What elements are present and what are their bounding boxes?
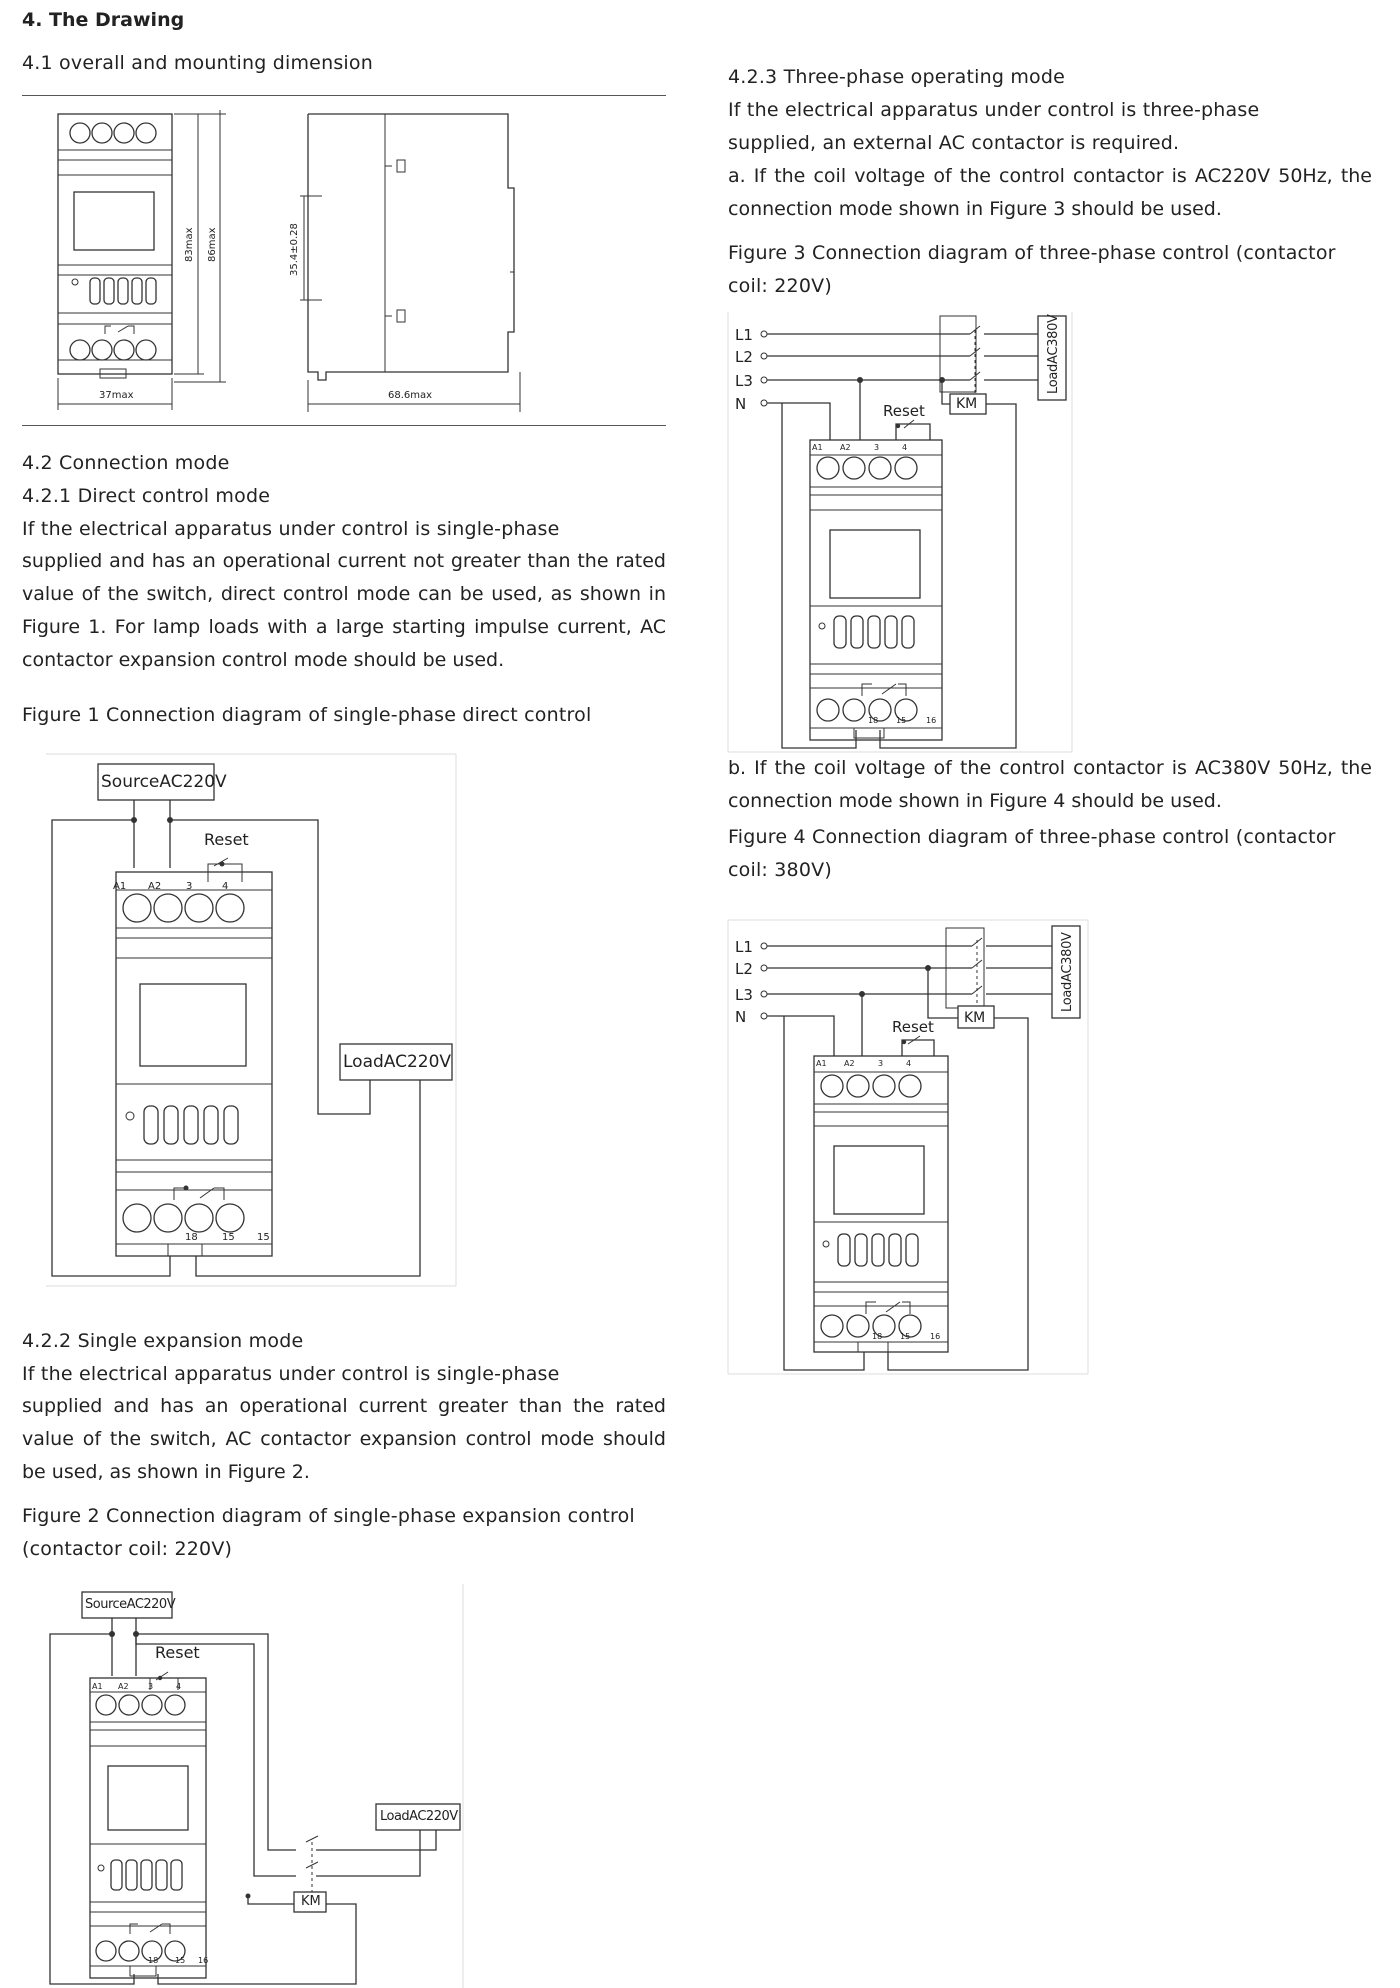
fig3-t-16: 16 [926, 716, 937, 725]
fig1-load-label: LoadAC220V [343, 1052, 452, 1072]
fig1-t-15b: 15 [257, 1232, 270, 1243]
fig4-reset-label: Reset [892, 1018, 934, 1036]
fig2-km-label: KM [301, 1894, 321, 1909]
fig2-load-label: LoadAC220V [380, 1809, 458, 1824]
fig4-l1: L1 [735, 938, 753, 956]
fig3-t-3: 3 [874, 443, 880, 452]
dim-width: 37max [99, 390, 134, 401]
fig3-t-a1: A1 [812, 443, 823, 452]
fig4-t-16: 16 [930, 1332, 941, 1341]
s423-line-2: supplied, an external AC contactor is required. [728, 132, 1180, 154]
s421-paragraph: supplied and has an operational current not greater than the rated value of the switch, direct control mode can be used, as shown in Figure 1. For lamp loads with a large starting impulse current, AC contactor expansion control mode should be used. [22, 550, 666, 671]
fig3-n: N [735, 395, 747, 413]
fig4-t-15: 15 [900, 1332, 911, 1341]
fig3-caption-1: Figure 3 Connection diagram of three-phase control (contactor [728, 242, 1336, 264]
fig3-t-18: 18 [868, 716, 879, 725]
fig2-t-3: 3 [148, 1682, 154, 1691]
fig2-t-a1: A1 [92, 1682, 103, 1691]
s421-title: 4.2.1 Direct control mode [22, 485, 271, 507]
dim-height-a: 83max [184, 227, 195, 262]
dim-depth: 68.6max [388, 390, 433, 401]
fig2-caption-2: (contactor coil: 220V) [22, 1538, 233, 1560]
s423-paragraph-a: a. If the coil voltage of the control contactor is AC220V 50Hz, the connection mode shown in Figure 3 should be used. [728, 165, 1372, 220]
fig2-caption-1: Figure 2 Connection diagram of single-phase expansion control [22, 1505, 635, 1527]
fig1-t-3: 3 [186, 881, 193, 892]
fig4-t-3: 3 [878, 1059, 884, 1068]
s42-title: 4.2 Connection mode [22, 452, 230, 474]
fig1-caption: Figure 1 Connection diagram of single-phase direct control [22, 704, 592, 726]
fig3-l1: L1 [735, 326, 753, 344]
fig1-source-label: SourceAC220V [101, 772, 227, 792]
fig2-source-label: SourceAC220V [85, 1597, 176, 1612]
fig1-t-4: 4 [222, 881, 229, 892]
fig4-km-label: KM [964, 1010, 986, 1026]
fig3-km-label: KM [956, 396, 978, 412]
s423-line-1: If the electrical apparatus under control is three-phase [728, 99, 1260, 121]
fig4-n: N [735, 1008, 747, 1026]
fig3-l3: L3 [735, 372, 753, 390]
s421-line-1: If the electrical apparatus under control is single-phase [22, 518, 560, 540]
s41-title: 4.1 overall and mounting dimension [22, 52, 373, 74]
fig4-caption-2: coil: 380V) [728, 859, 832, 881]
s422-title: 4.2.2 Single expansion mode [22, 1330, 304, 1352]
dim-rail: 35.4±0.28 [289, 223, 300, 276]
fig2-t-4: 4 [176, 1682, 182, 1691]
fig1-t-a2: A2 [148, 881, 162, 892]
fig3-load-label: LoadAC380V [1046, 314, 1061, 394]
fig3-l2: L2 [735, 348, 753, 366]
fig4-l2: L2 [735, 960, 753, 978]
fig4-t-a1: A1 [816, 1059, 827, 1068]
fig3-t-15: 15 [896, 716, 907, 725]
fig4-t-4: 4 [906, 1059, 912, 1068]
fig3-caption-2: coil: 220V) [728, 275, 832, 297]
fig1-t-a1: A1 [113, 881, 127, 892]
dim-height-b: 86max [207, 227, 218, 262]
fig2-t-15: 15 [175, 1956, 186, 1965]
section-title: 4. The Drawing [22, 9, 185, 31]
fig3-t-4: 4 [902, 443, 908, 452]
fig4-caption-1: Figure 4 Connection diagram of three-phase control (contactor [728, 826, 1336, 848]
fig3-t-a2: A2 [840, 443, 851, 452]
fig4-l3: L3 [735, 986, 753, 1004]
fig2-t-16: 16 [198, 1956, 209, 1965]
fig1-t-15: 15 [222, 1232, 235, 1243]
fig4-load-label: LoadAC380V [1060, 932, 1075, 1012]
s423-paragraph-b: b. If the coil voltage of the control contactor is AC380V 50Hz, the connection mode shown in Figure 4 should be used. [728, 757, 1372, 812]
fig4-t-18: 18 [872, 1332, 883, 1341]
fig2-t-18: 18 [148, 1956, 159, 1965]
s422-line-1: If the electrical apparatus under control is single-phase [22, 1363, 560, 1385]
s422-paragraph: supplied and has an operational current greater than the rated value of the switch, AC contactor expansion control mode should be used, as shown in Figure 2. [22, 1395, 666, 1483]
fig2-t-a2: A2 [118, 1682, 129, 1691]
fig2-reset-label: Reset [155, 1643, 200, 1662]
fig3-reset-label: Reset [883, 402, 925, 420]
fig1-reset-label: Reset [204, 830, 249, 849]
fig1-t-18: 18 [185, 1232, 198, 1243]
fig4-t-a2: A2 [844, 1059, 855, 1068]
s423-title: 4.2.3 Three-phase operating mode [728, 66, 1066, 88]
